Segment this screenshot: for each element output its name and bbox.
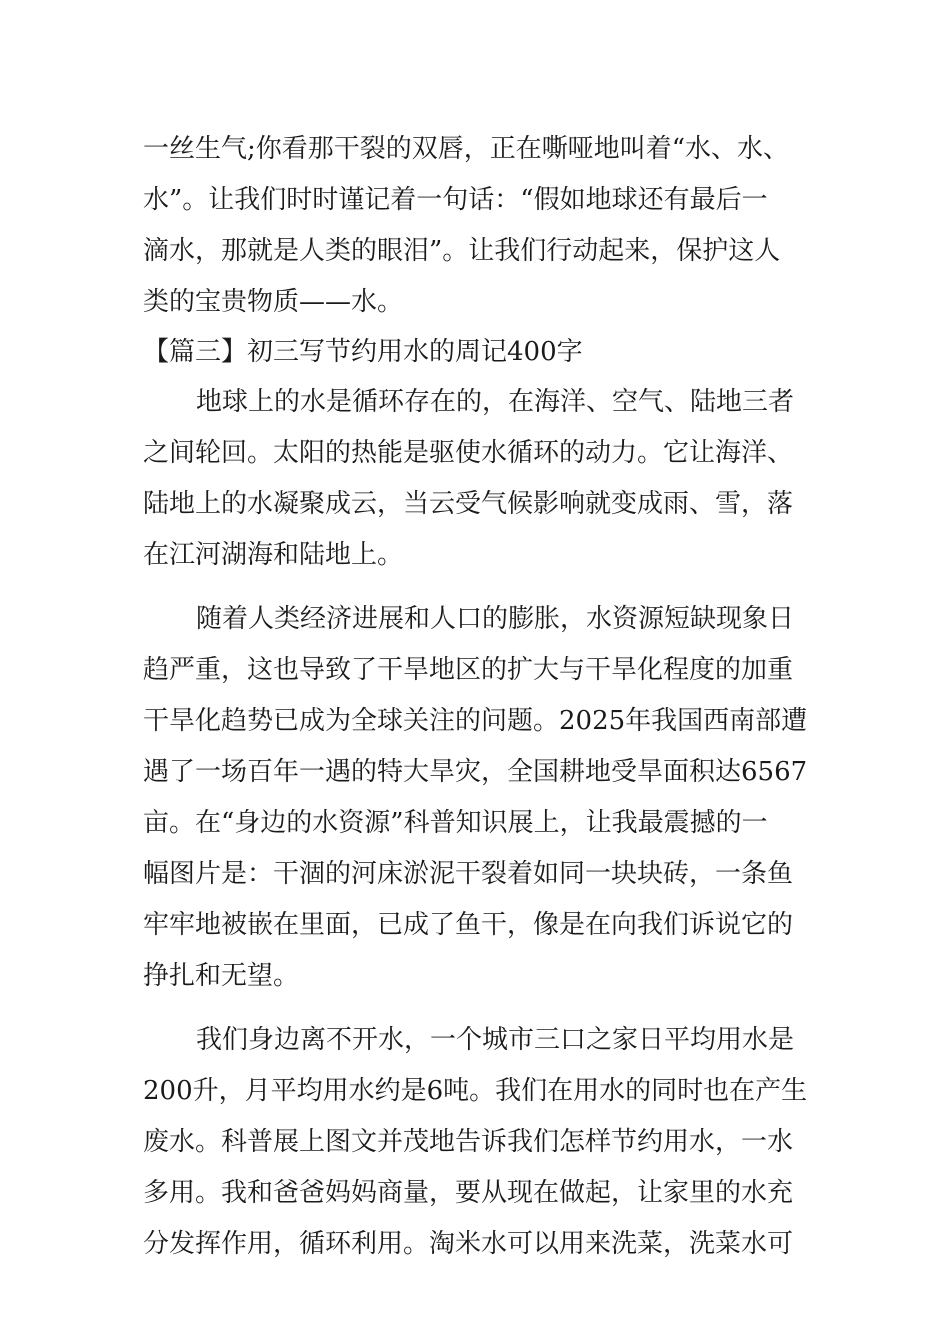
text-line: 牢牢地被嵌在里面，已成了鱼干，像是在向我们诉说它的 — [143, 910, 794, 940]
text-line: 幅图片是：干涸的河床淤泥干裂着如同一块块砖，一条鱼 — [143, 859, 794, 889]
text-line: 随着人类经济进展和人口的膨胀，水资源短缺现象日 — [196, 604, 795, 634]
text-line: 废水。科普展上图文并茂地告诉我们怎样节约用水，一水 — [143, 1127, 794, 1157]
text-line: 地球上的水是循环存在的，在海洋、空气、陆地三者 — [196, 387, 795, 417]
text-line: 水”。让我们时时谨记着一句话：“假如地球还有最后一 — [143, 185, 768, 215]
text-line: 滴水，那就是人类的眼泪”。让我们行动起来，保护这人 — [143, 236, 781, 266]
text-line: 多用。我和爸爸妈妈商量，要从现在做起，让家里的水充 — [143, 1178, 794, 1208]
text-line: 亩。在“身边的水资源”科普知识展上，让我最震撼的一 — [143, 808, 768, 838]
section-heading: 【篇三】初三写节约用水的周记400字 — [143, 337, 583, 367]
text-line: 分发挥作用，循环利用。淘米水可以用来洗菜，洗菜水可 — [143, 1229, 794, 1259]
text-line: 趋严重，这也导致了干旱地区的扩大与干旱化程度的加重 — [143, 655, 794, 685]
text-line: 类的宝贵物质——水。 — [143, 287, 404, 317]
text-line: 我们身边离不开水，一个城市三口之家日平均用水是 — [196, 1025, 795, 1055]
text-line: 干旱化趋势已成为全球关注的问题。2025年我国西南部遭 — [143, 706, 808, 736]
text-line: 遇了一场百年一遇的特大旱灾，全国耕地受旱面积达6567 — [143, 757, 808, 787]
text-line: 在江河湖海和陆地上。 — [143, 540, 404, 570]
text-line: 一丝生气;你看那干裂的双唇，正在嘶哑地叫着“水、水、 — [143, 134, 790, 164]
text-line: 陆地上的水凝聚成云，当云受气候影响就变成雨、雪，落 — [143, 489, 794, 519]
text-line: 之间轮回。太阳的热能是驱使水循环的动力。它让海洋、 — [143, 438, 794, 468]
text-line: 200升，月平均用水约是6吨。我们在用水的同时也在产生 — [143, 1076, 808, 1106]
document-body — [143, 124, 808, 1270]
text-line: 挣扎和无望。 — [143, 961, 300, 991]
